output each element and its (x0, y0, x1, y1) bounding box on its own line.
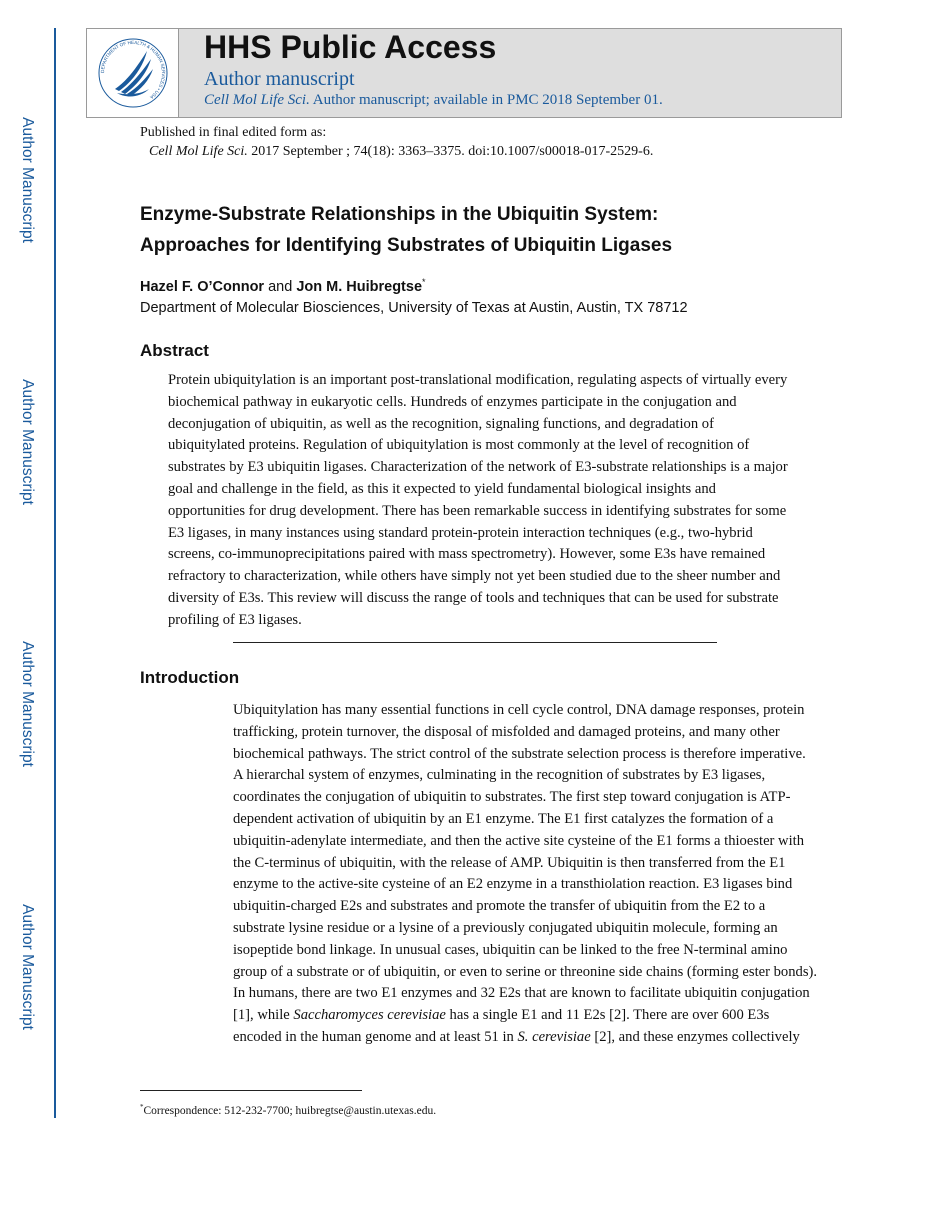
availability-note (204, 92, 663, 109)
species-s-cerevisiae: S. cerevisiae (517, 1028, 591, 1045)
seal-ring-text: DEPARTMENT OF HEALTH & HUMAN SERVICES • USA (99, 39, 166, 100)
published-label: Published in final edited form as: (140, 125, 327, 140)
side-label-author-manuscript-1: Author Manuscript (19, 117, 36, 243)
author-manuscript-subtitle: Author manuscript (204, 68, 355, 90)
author-huibregtse: Jon M. Huibregtse (296, 278, 423, 295)
left-margin-rule (54, 28, 56, 1118)
correspondence-mark: * (422, 277, 426, 287)
side-label-author-manuscript-2: Author Manuscript (19, 379, 36, 505)
hhs-logo (87, 29, 179, 117)
hhs-public-access-title: HHS Public Access (204, 29, 497, 65)
intro-text-part-2: has a single E1 and 11 E2s [2]. There are over 600 E3s encoded in the human genome and at least 51 in (233, 1007, 770, 1045)
author-conjunction: and (264, 278, 297, 295)
intro-text-part-1: Ubiquitylation has many essential functions in cell cycle control, DNA damage responses, protein trafficking, protein turnover, the disposal of misfolded and damaged proteins, and many other biochemical pathways. The strict control of the substrate selection process is therefore imperative. A hierarchal system of enzymes, culminating in the recognition of substrates by E3 ligases, coordinates the conjugation of ubiquitin to substrates. The first step toward conjugation is ATP-dependent activation of ubiquitin by an E1 enzyme. The E1 first catalyzes the formation of a ubiquitin-adenylate intermediate, and then the active site cysteine of the E1 forms a thioester with the C-terminus of ubiquitin, with the release of AMP. Ubiquitin is then transferred from the E1 enzyme to the active-site cysteine of an E2 enzyme in a transthiolation reaction. E3 ligases bind ubiquitin-charged E2s and substrates and promote the transfer of ubiquitin from the E2 to a substrate lysine residue or a lysine of a previously conjugated ubiquitin molecule, forming an isopeptide bond linkage. In unusual cases, ubiquitin can be linked to the free N-terminal amino group of a substrate or of ubiquitin, or even to serine or threonine side chains (forming ester bonds). In humans, there are two E1 enzymes and 32 E2s that are known to facilitate ubiquitin conjugation [1], while (233, 702, 818, 1024)
title-line-1: Enzyme-Substrate Relationships in the Ubiquitin System: (140, 204, 659, 225)
intro-text-part-3: [2], and these enzymes collectively (590, 1028, 800, 1045)
abstract-heading: Abstract (140, 341, 209, 360)
side-label-author-manuscript-4: Author Manuscript (19, 904, 36, 1030)
author-oconnor: Hazel F. O’Connor (140, 278, 265, 295)
species-saccharomyces: Saccharomyces cerevisiae (293, 1007, 446, 1024)
hhs-header-banner (86, 28, 842, 118)
abstract-body: Protein ubiquitylation is an important post-translational modification, regulating aspects of virtually every biochemical pathway in eukaryotic cells. Hundreds of enzymes participate in the conjugation and deconjugation of ubiquitin, as well as the recognition, signaling functions, and degradation of ubiquitylated proteins. Regulation of ubiquitylation is most commonly at the level of recognition of substrates by E3 ubiquitin ligases. Characterization of the network of E3-substrate relationships is a major goal and challenge in the field, as this it expected to yield fundamental biological insights and opportunities for drug development. There has been remarkable success in identifying substrates for some E3 ligases, in many instances using standard protein-protein interaction techniques (e.g., two-hybrid screens, co-immunoprecipitations paired with mass spectrometry). However, some E3s have remained refractory to characterization, while others have simply not yet been studied due to the sheer number and diversity of E3s. This review will discuss the range of tools and techniques that can be used for substrate profiling of E3 ligases. (168, 372, 788, 628)
introduction-heading: Introduction (140, 668, 240, 687)
introduction-body (233, 700, 818, 1049)
correspondence-footnote (140, 1103, 436, 1117)
citation-details: 2017 September ; 74(18): 3363–3375. doi:10.1007/s00018-017-2529-6. (247, 144, 654, 159)
citation-journal: Cell Mol Life Sci. (149, 144, 248, 159)
side-label-author-manuscript-3: Author Manuscript (19, 641, 36, 767)
author-list (140, 277, 426, 295)
title-line-2: Approaches for Identifying Substrates of Ubiquitin Ligases (140, 235, 673, 256)
citation (140, 142, 653, 161)
article-title (140, 199, 840, 261)
footnote-text: Correspondence: 512-232-7700; huibregtse@austin.utexas.edu. (143, 1104, 437, 1117)
affiliation: Department of Molecular Biosciences, University of Texas at Austin, Austin, TX 78712 (140, 300, 688, 316)
publication-info (140, 123, 653, 161)
availability-text: Author manuscript; available in PMC 2018 September 01. (309, 92, 663, 108)
abstract-divider (233, 642, 717, 643)
journal-name: Cell Mol Life Sci. (204, 92, 310, 108)
footnote-rule (140, 1090, 362, 1091)
footnote-mark: * (140, 1103, 144, 1111)
hhs-eagle-seal-icon (97, 37, 169, 109)
